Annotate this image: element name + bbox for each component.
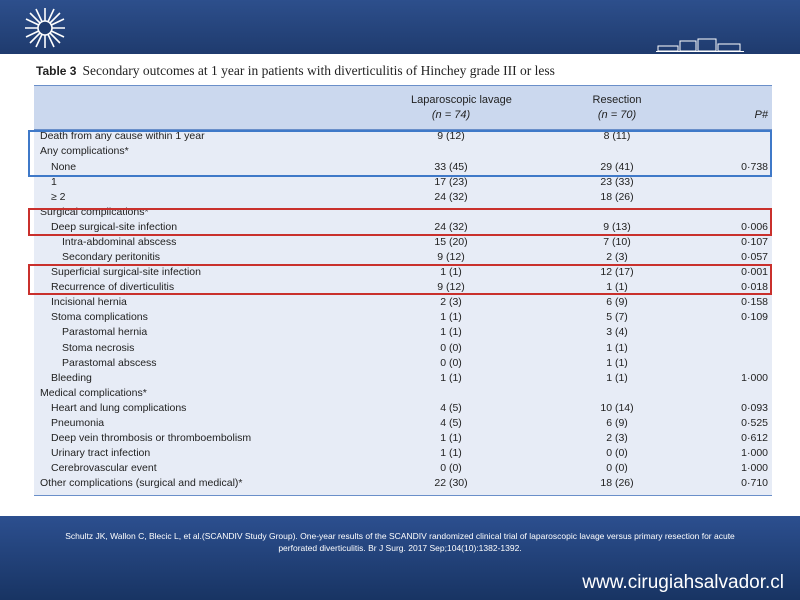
table-row: Superficial surgical-site infection 1 (1) 12 (17) 0·001 xyxy=(51,266,768,278)
table-row: Cerebrovascular event 0 (0) 0 (0) 1·000 xyxy=(51,462,768,474)
table-header xyxy=(34,86,772,129)
header-lavage: Laparoscopic lavage xyxy=(411,94,512,106)
highlight-box-blue xyxy=(28,130,772,177)
table-row: Any complications* xyxy=(40,145,129,157)
highlight-box-red xyxy=(28,264,772,295)
hospital-skyline-icon xyxy=(656,38,744,52)
header-resection: Resection xyxy=(592,94,642,106)
table-row: Urinary tract infection 1 (1) 0 (0) 1·000 xyxy=(51,447,768,459)
table-row: Intra-abdominal abscess 15 (20) 7 (10) 0·107 xyxy=(62,236,768,248)
sun-emblem-icon xyxy=(22,6,68,50)
table-row: Pneumonia 4 (5) 6 (9) 0·525 xyxy=(51,417,768,429)
header-bar xyxy=(0,0,800,54)
table-row: Surgical complications* xyxy=(40,206,149,218)
table-bottom-rule xyxy=(34,495,772,496)
header-p-value: P# xyxy=(754,109,768,121)
table-row: None 33 (45) 29 (41) 0·738 xyxy=(51,161,768,173)
table-row: Secondary peritonitis 9 (12) 2 (3) 0·057 xyxy=(62,251,768,263)
table-title xyxy=(36,63,555,79)
table-row: Stoma complications 1 (1) 5 (7) 0·109 xyxy=(51,311,768,323)
header-lavage-n: (n = 74) xyxy=(431,109,471,121)
website-link[interactable]: www.cirugiahsalvador.cl xyxy=(582,572,784,593)
table-title-text: Secondary outcomes at 1 year in patients with diverticulitis of Hinchey grade III or less xyxy=(82,63,555,78)
table-row: Medical complications* xyxy=(40,387,147,399)
table-row: 1 17 (23) 23 (33) xyxy=(51,176,634,188)
table-row: Recurrence of diverticulitis 9 (12) 1 (1) 0·018 xyxy=(51,281,768,293)
highlight-box-red xyxy=(28,208,772,236)
table-row: ≥ 2 24 (32) 18 (26) xyxy=(51,191,634,203)
table-row: Parastomal abscess 0 (0) 1 (1) xyxy=(62,357,628,369)
table-row: Incisional hernia 2 (3) 6 (9) 0·158 xyxy=(51,296,768,308)
table-row: Other complications (surgical and medical)* 22 (30) 18 (26) 0·710 xyxy=(40,477,768,489)
citation-text: Schultz JK, Wallon C, Blecic L, et al.(SCANDIV Study Group). One-year results of the SCANDIV randomized clinical trial of laparoscopic lavage versus primary resection for acute perforated diverticulitis. Br J Surg. 2017 Sep;104(10):1382-1392. xyxy=(65,531,735,553)
table-row: Heart and lung complications 4 (5) 10 (14) 0·093 xyxy=(51,402,768,414)
table-row: Parastomal hernia 1 (1) 3 (4) xyxy=(62,326,628,338)
header-resection-n: (n = 70) xyxy=(597,109,637,121)
table-row: Deep vein thrombosis or thromboembolism 1 (1) 2 (3) 0·612 xyxy=(51,432,768,444)
table-row: Bleeding 1 (1) 1 (1) 1·000 xyxy=(51,372,768,384)
table-number: Table 3 xyxy=(36,64,77,78)
table-row: Deep surgical-site infection 24 (32) 9 (13) 0·006 xyxy=(51,221,768,233)
table-row: Death from any cause within 1 year 9 (12) 8 (11) xyxy=(40,130,631,142)
table-row: Stoma necrosis 0 (0) 1 (1) xyxy=(62,342,628,354)
